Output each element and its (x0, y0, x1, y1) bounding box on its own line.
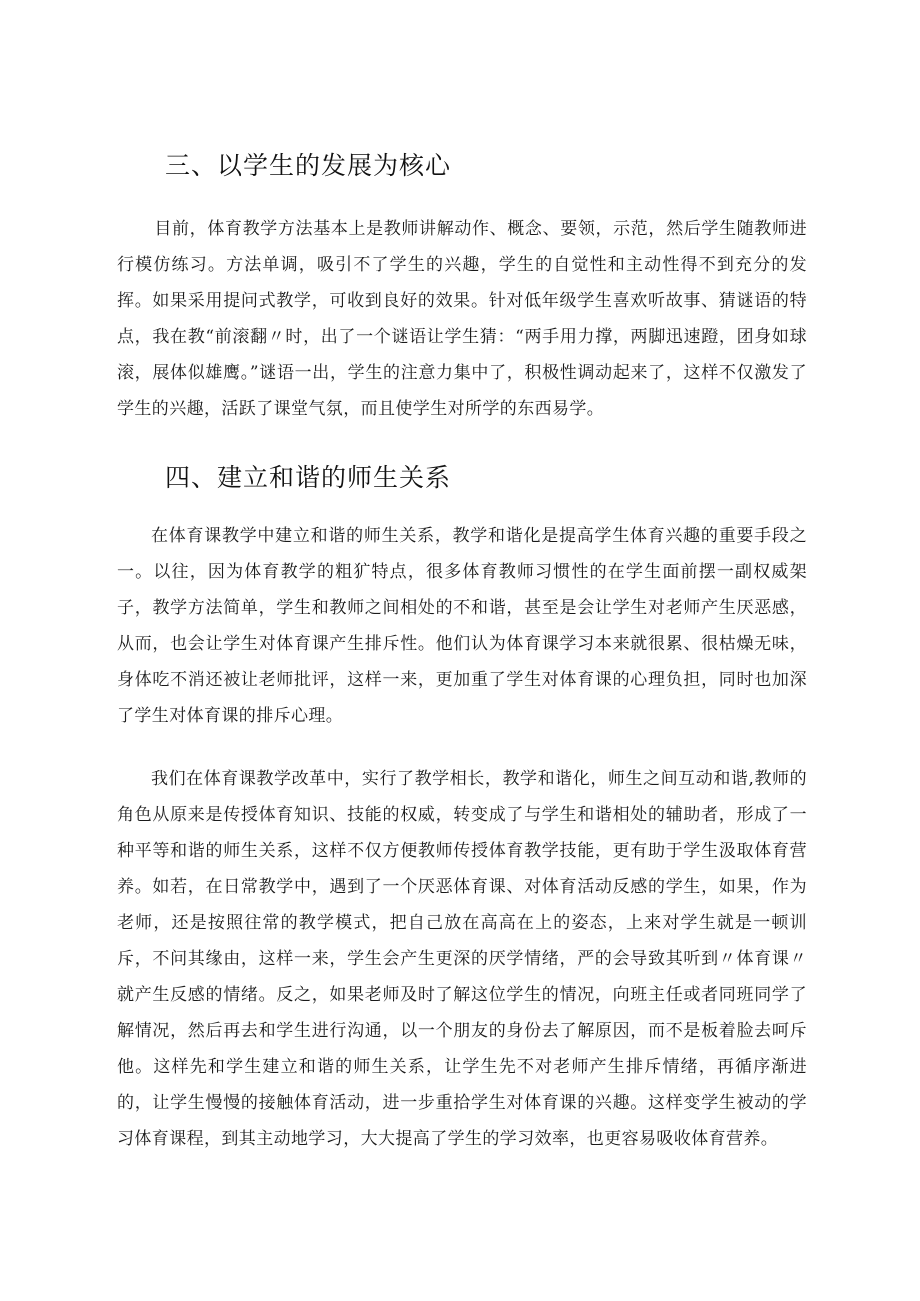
section-heading-4: 四、建立和谐的师生关系 (165, 463, 452, 492)
paragraph-student-development: 目前，体育教学方法基本上是教师讲解动作、概念、要领，示范，然后学生随教师进行模仿练习。方法单调，吸引不了学生的兴趣，学生的自觉性和主动性得不到充分的发挥。如果采用提问式教学，可收到良好的效果。针对低年级学生喜欢听故事、猜谜语的特点，我在教“前滚翻〃时，出了一个谜语让学生猜：“两手用力撑，两脚迅速蹬，团身如球滚，展体似雄鹰。”谜语一出，学生的注意力集中了，积极性调动起来了，这样不仅激发了学生的兴趣，活跃了课堂气氛，而且使学生对所学的东西易学。 (117, 219, 807, 419)
section-heading-3: 三、以学生的发展为核心 (165, 151, 452, 180)
paragraph-teaching-reform: 我们在体育课教学改革中，实行了教学相长，教学和谐化，师生之间互动和谐,教师的角色从原来是传授体育知识、技能的权威，转变成了与学生和谐相处的辅助者，形成了一种平等和谐的师生关系，这样不仅方便教师传授体育教学技能，更有助于学生汲取体育营养。如若，在日常教学中，遇到了一个厌恶体育课、对体育活动反感的学生，如果，作为老师，还是按照往常的教学模式，把自己放在高高在上的姿态，上来对学生就是一顿训斥，不问其缘由，这样一来，学生会产生更深的厌学情绪，严的会导致其听到〃体育课〃就产生反感的情绪。反之，如果老师及时了解这位学生的情况，向班主任或者同班同学了解情况，然后再去和学生进行沟通，以一个朋友的身份去了解原因，而不是板着脸去呵斥他。这样先和学生建立和谐的师生关系，让学生先不对老师产生排斥情绪，再循序渐进的，让学生慢慢的接触体育活动，进一步重拾学生对体育课的兴趣。这样变学生被动的学习体育课程，到其主动地学习，大大提高了学生的学习效率，也更容易吸收体育营养。 (117, 769, 807, 1149)
paragraph-teacher-student-relationship: 在体育课教学中建立和谐的师生关系，教学和谐化是提高学生体育兴趣的重要手段之一。以往，因为体育教学的粗犷特点，很多体育教师习惯性的在学生面前摆一副权威架子，教学方法简单，学生和教师之间相处的不和谐，甚至是会让学生对老师产生厌恶感，从而，也会让学生对体育课产生排斥性。他们认为体育课学习本来就很累、很枯燥无味，身体吃不消还被让老师批评，这样一来，更加重了学生对体育课的心理负担，同时也加深了学生对体育课的排斥心理。 (117, 526, 807, 726)
